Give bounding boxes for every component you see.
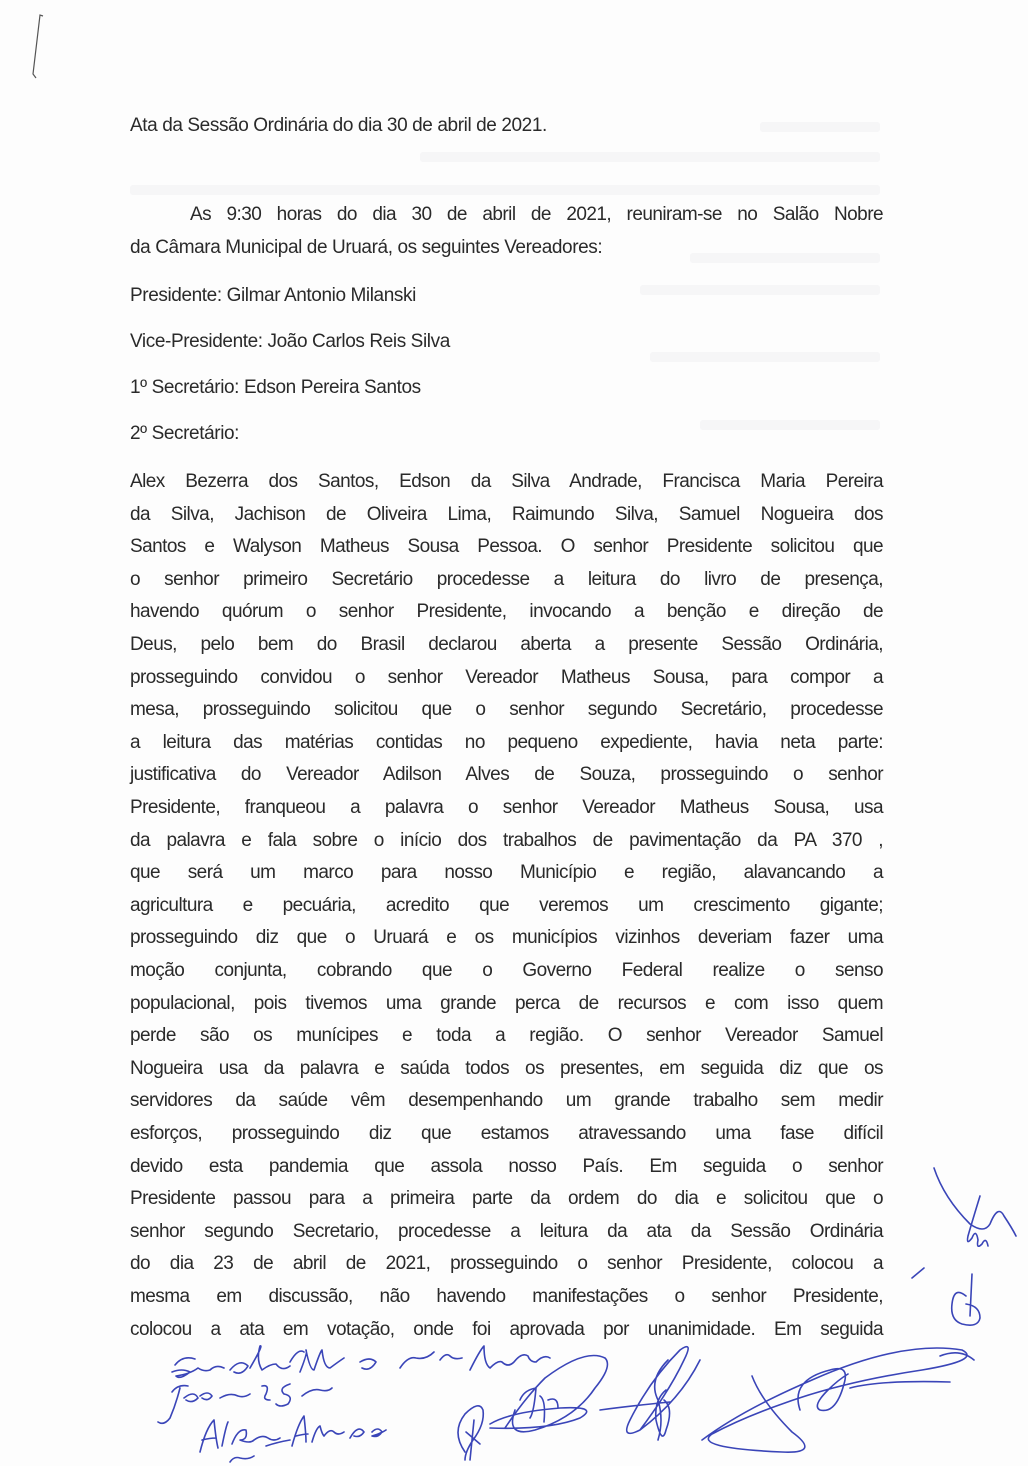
- body-line: da palavra e fala sobre o início dos trabalhos de pavimentação da PA 370 ,: [130, 829, 883, 851]
- opening-line: da Câmara Municipal de Uruará, os seguintes Vereadores:: [130, 237, 603, 258]
- body-line: o senhor primeiro Secretário procedesse a leitura do livro de presença,: [130, 568, 883, 590]
- body-line: devido esta pandemia que assola nosso País. Em seguida o senhor: [130, 1155, 883, 1177]
- officer-vice-president: Vice-Presidente: João Carlos Reis Silva: [130, 331, 450, 352]
- body-line: perde são os munícipes e toda a região. O senhor Vereador Samuel: [130, 1025, 883, 1047]
- signature-loop: [458, 1406, 483, 1460]
- body-line: prosseguindo convidou o senhor Vereador Matheus Sousa, para compor a: [130, 666, 883, 688]
- body-line: Presidente, franqueou a palavra o senhor Vereador Matheus Sousa, usa: [130, 797, 883, 818]
- body-line: Alex Bezerra dos Santos, Edson da Silva Andrade, Francisca Maria Pereira: [130, 471, 883, 492]
- signature-adilson: [200, 1416, 386, 1452]
- body-line: mesma em discussão, não havendo manifestações o senhor Presidente,: [130, 1286, 883, 1307]
- body-line: esforços, prosseguindo diz que estamos atravessando uma fase difícil: [130, 1123, 883, 1144]
- signature-joao: [158, 1384, 332, 1423]
- body-line: que será um marco para nosso Município e região, alavancando a: [130, 862, 883, 884]
- body-line: colocou a ata em votação, onde foi aprovada por unanimidade. Em seguida: [130, 1318, 883, 1340]
- signature-margin: [912, 1168, 1016, 1360]
- body-line: Nogueira usa da palavra e saúda todos os presentes, em seguida diz que os: [130, 1057, 883, 1079]
- signature-triangle: [702, 1348, 967, 1452]
- body-line: Presidente passou para a primeira parte da ordem do dia e solicitou que o: [130, 1188, 883, 1210]
- body-line: mesa, prosseguindo solicitou que o senhor segundo Secretário, procedesse: [130, 699, 883, 721]
- body-line: moção conjunta, cobrando que o Governo Federal realize o senso: [130, 960, 883, 981]
- body-line: a leitura das matérias contidas no pequeno expediente, havia neta parte:: [130, 731, 883, 753]
- signature-edson: [172, 1346, 550, 1377]
- body-line: populacional, pois tivemos uma grande perca de recursos e com isso quem: [130, 992, 883, 1014]
- body-line: justificativa do Vereador Adilson Alves de Souza, prosseguindo o senhor: [130, 764, 883, 786]
- signature-oval: [490, 1356, 607, 1432]
- signature-swirl: [600, 1347, 700, 1440]
- body-line: do dia 23 de abril de 2021, prosseguindo o senhor Presidente, colocou a: [130, 1253, 883, 1275]
- body-line: prosseguindo diz que o Uruará e os municípios vizinhos deveriam fazer uma: [130, 927, 883, 949]
- officer-second-secretary: 2º Secretário:: [130, 423, 240, 444]
- body-line: Deus, pelo bem do Brasil declarou aberta a presente Sessão Ordinária,: [130, 634, 883, 655]
- body-line: havendo quórum o senhor Presidente, invocando a benção e direção de: [130, 601, 883, 623]
- body-line: senhor segundo Secretario, procedesse a leitura da ata da Sessão Ordinária: [130, 1220, 883, 1242]
- body-line: servidores da saúde vêm desempenhando um grande trabalho sem medir: [130, 1090, 883, 1112]
- body-line: da Silva, Jachison de Oliveira Lima, Raimundo Silva, Samuel Nogueira dos: [130, 503, 883, 525]
- officer-first-secretary: 1º Secretário: Edson Pereira Santos: [130, 377, 421, 398]
- body-line: agricultura e pecuária, acredito que veremos um crescimento gigante;: [130, 894, 883, 916]
- body-line: Santos e Walyson Matheus Sousa Pessoa. O senhor Presidente solicitou que: [130, 536, 883, 558]
- opening-line: As 9:30 horas do dia 30 de abril de 2021, reuniram-se no Salão Nobre: [190, 204, 883, 225]
- document-title: Ata da Sessão Ordinária do dia 30 de abril de 2021.: [130, 115, 547, 136]
- officer-president: Presidente: Gilmar Antonio Milanski: [130, 285, 416, 306]
